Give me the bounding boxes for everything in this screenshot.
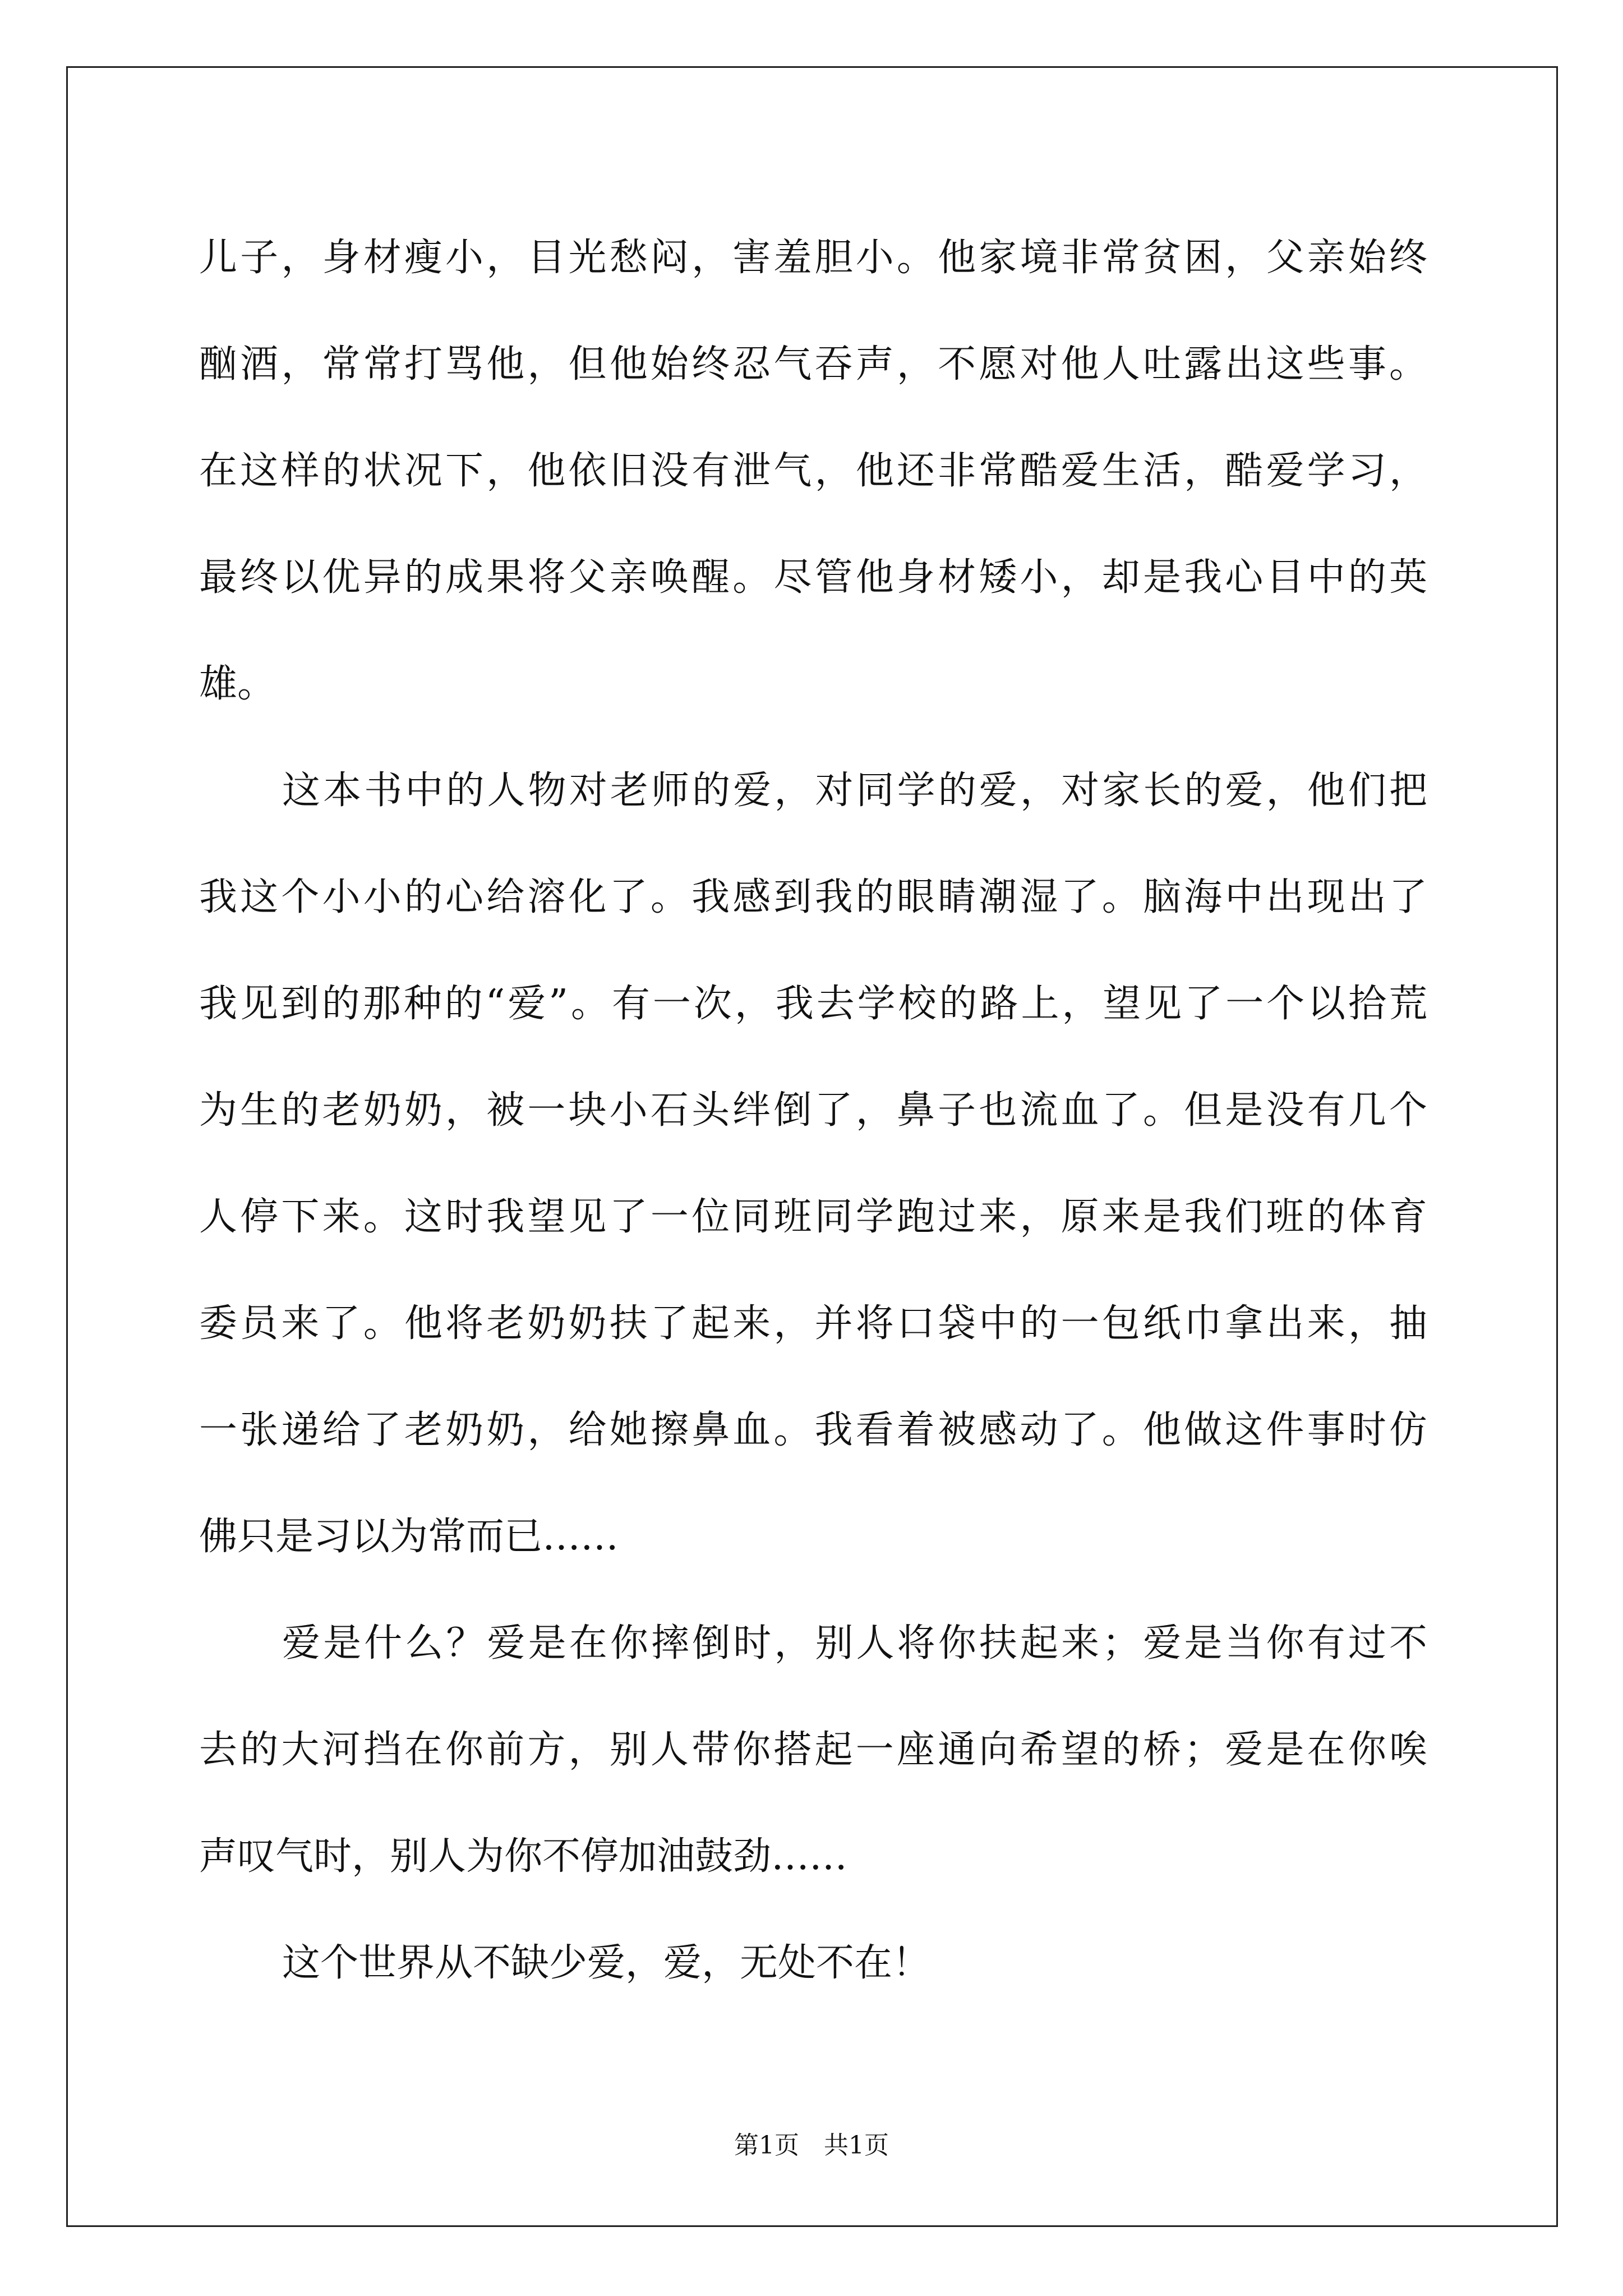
paragraph-2-line-1: 这本书中的人物对老师的爱，对同学的爱，对家长的爱，他们把	[282, 769, 1427, 813]
paragraph-4-line-1: 这个世界从不缺少爱，爱，无处不在！	[282, 1941, 931, 1985]
paragraph-2-line-2: 我这个小小的心给溶化了。我感到我的眼睛潮湿了。脑海中出现出了	[199, 875, 1427, 919]
paragraph-2-line-5: 人停下来。这时我望见了一位同班同学跑过来，原来是我们班的体育	[199, 1195, 1427, 1239]
paragraph-2-line-7: 一张递给了老奶奶，给她擦鼻血。我看着被感动了。他做这件事时仿	[199, 1408, 1427, 1452]
paragraph-2-line-3: 我见到的那种的“爱”。有一次，我去学校的路上，望见了一个以拾荒	[199, 982, 1427, 1026]
paragraph-1-line-5: 雄。	[199, 662, 276, 706]
paragraph-2-line-4: 为生的老奶奶，被一块小石头绊倒了，鼻子也流血了。但是没有几个	[199, 1088, 1427, 1133]
paragraph-3-line-2: 去的大河挡在你前方，别人带你搭起一座通向希望的桥；爱是在你唉	[199, 1728, 1427, 1772]
document-body	[199, 205, 1427, 2017]
paragraph-1-line-4: 最终以优异的成果将父亲唤醒。尽管他身材矮小，却是我心目中的英	[199, 555, 1427, 600]
paragraph-1-line-1: 儿子，身材瘦小，目光愁闷，害羞胆小。他家境非常贫困，父亲始终	[199, 236, 1427, 280]
paragraph-1-line-3: 在这样的状况下，他依旧没有泄气，他还非常酷爱生活，酷爱学习，	[199, 449, 1427, 493]
paragraph-2-line-8: 佛只是习以为常而已……	[199, 1515, 619, 1559]
paragraph-3-line-3: 声叹气时，别人为你不停加油鼓劲……	[199, 1834, 848, 1879]
paragraph-1-line-2: 酗酒，常常打骂他，但他始终忍气吞声，不愿对他人吐露出这些事。	[199, 342, 1427, 386]
paragraph-2-line-6: 委员来了。他将老奶奶扶了起来，并将口袋中的一包纸巾拿出来，抽	[199, 1301, 1427, 1346]
paragraph-3-line-1: 爱是什么？爱是在你摔倒时，别人将你扶起来；爱是当你有过不	[282, 1621, 1427, 1665]
page-number-footer: 第1页 共1页	[734, 2131, 889, 2160]
